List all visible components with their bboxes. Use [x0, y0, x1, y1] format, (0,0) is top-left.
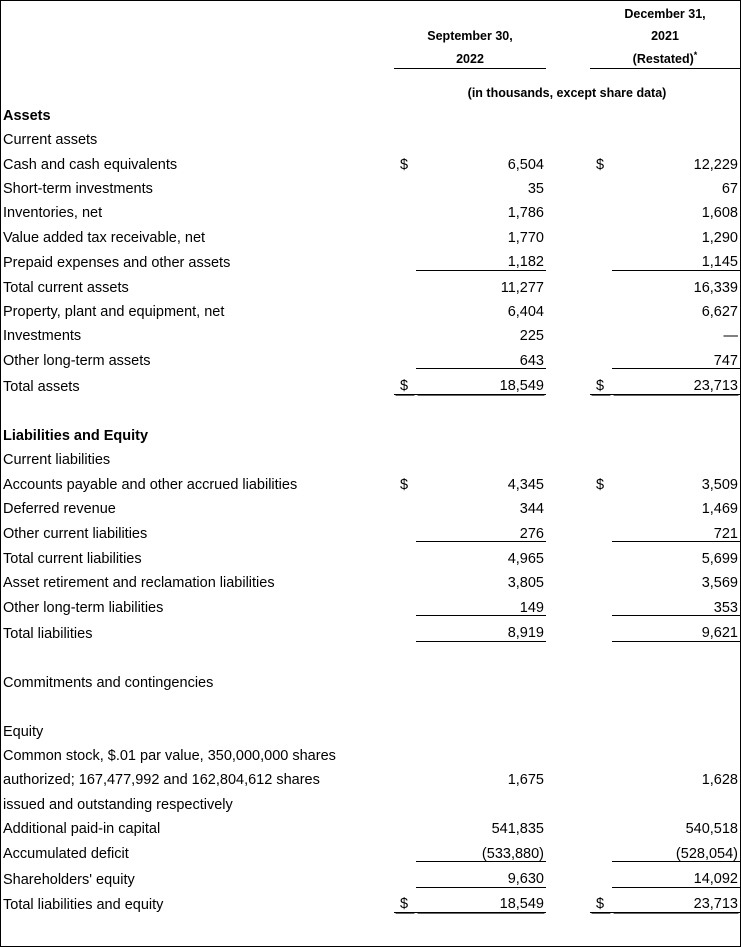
header-blank	[1, 1, 394, 23]
value-accounts-payable-2022: 4,345	[507, 476, 544, 493]
table-row	[1, 344, 740, 369]
cur-prepaid-2021	[590, 245, 612, 270]
currency-total-assets-2021: $	[590, 369, 612, 394]
cur-apic-2021	[590, 812, 612, 836]
gap-ppe	[546, 295, 590, 319]
eq-head-gap	[546, 715, 590, 739]
units-note: (in thousands, except share data)	[467, 85, 667, 100]
spacer-3c	[416, 690, 546, 714]
value-total-current-assets-2021: 16,339	[693, 279, 738, 296]
current-liabilities-subheading: Current liabilities	[3, 452, 111, 469]
row-label-common-stock-line2: authorized; 167,477,992 and 162,804,612 shares	[3, 772, 320, 789]
cur-investments-2021	[590, 320, 612, 344]
gap-tl	[546, 616, 590, 641]
spacer-3a	[1, 690, 394, 714]
table-row	[1, 812, 740, 836]
row-label-total-liabilities: Total liabilities	[3, 625, 93, 642]
currency-accounts-payable-2021: $	[596, 476, 605, 493]
cl-sub-cur1	[394, 443, 416, 467]
cur-dr-2021	[590, 492, 612, 516]
table-row	[1, 270, 740, 295]
cl-sub-gap	[546, 443, 590, 467]
value-total-current-liabilities-2021: 5,699	[701, 550, 738, 567]
table-row	[1, 369, 740, 394]
current-assets-subheading-row	[1, 123, 740, 147]
gap-oltl	[546, 591, 590, 616]
value-total-liabilities-and-equity-2022: 18,549	[416, 887, 546, 912]
cs-val1-c	[416, 788, 546, 812]
assets-heading-cur2	[590, 99, 612, 123]
table-row	[1, 542, 740, 567]
col-2021-header-line1	[590, 1, 740, 23]
cur-arl-2021	[590, 566, 612, 590]
le-head-gap	[546, 419, 590, 443]
table-row	[1, 591, 740, 616]
value-common-stock-2022: 1,675	[507, 772, 544, 789]
gap-tle	[546, 887, 590, 912]
liabilities-and-equity-heading: Liabilities and Equity	[3, 427, 149, 444]
row-label-total-current-assets: Total current assets	[3, 279, 129, 296]
value-ppe-2022: 6,404	[507, 304, 544, 321]
cs-gap-c	[546, 788, 590, 812]
cur-tl-2021	[590, 616, 612, 641]
cur-investments-2022	[394, 320, 416, 344]
spacer-2e	[590, 641, 612, 666]
table-row	[1, 197, 740, 221]
header-gap	[546, 1, 590, 23]
row-label-additional-paid-in-capital: Additional paid-in capital	[3, 821, 161, 838]
value-investments-2021: —	[723, 328, 738, 345]
ca-sub-cur2	[590, 123, 612, 147]
value-other-current-liabilities-2021: 721	[612, 517, 740, 542]
value-short-term-investments-2021: 67	[721, 181, 738, 198]
units-note-row	[1, 69, 740, 100]
eq-head-val2	[612, 715, 740, 739]
row-label-short-term-investments: Short-term investments	[3, 181, 153, 198]
value-ppe-2021: 6,627	[701, 304, 738, 321]
spacer-3e	[590, 690, 612, 714]
gap-vat	[546, 221, 590, 245]
col-2022-year-label: 2022	[456, 51, 484, 66]
cur-sti-2022	[394, 172, 416, 196]
row-label-common-stock-line1: Common stock, $.01 par value, 350,000,000 shares	[3, 748, 336, 765]
gap-cash	[546, 148, 590, 172]
cur-vat-2022	[394, 221, 416, 245]
value-total-current-assets-2022: 11,277	[500, 279, 544, 296]
units-blank	[1, 69, 394, 100]
table-row	[1, 616, 740, 641]
value-asset-retirement-2022: 3,805	[507, 575, 544, 592]
assets-heading-gap	[546, 99, 590, 123]
cur-tl-2022	[394, 616, 416, 641]
table-row	[1, 837, 740, 862]
currency-accounts-payable-2022: $	[400, 476, 409, 493]
cur-se-2022	[394, 862, 416, 887]
cur-ppe-2022	[394, 295, 416, 319]
value-inventories-2021: 1,608	[701, 205, 738, 222]
table-row	[1, 148, 740, 172]
value-vat-receivable-2021: 1,290	[701, 229, 738, 246]
table-row	[1, 764, 740, 788]
le-head-cur1	[394, 419, 416, 443]
col-2021-header-line2	[590, 23, 740, 45]
value-other-long-term-liabilities-2021: 353	[612, 591, 740, 616]
col-2022-header-line3	[394, 45, 546, 69]
current-assets-subheading: Current assets	[3, 132, 98, 149]
row-label-asset-retirement: Asset retirement and reclamation liabilities	[3, 575, 275, 592]
spacer-3f	[612, 690, 740, 714]
row-label-total-current-liabilities: Total current liabilities	[3, 550, 142, 567]
table-row	[1, 320, 740, 344]
equity-heading: Equity	[3, 723, 44, 740]
cur-arl-2022	[394, 566, 416, 590]
row-label-other-current-liabilities: Other current liabilities	[3, 526, 148, 543]
spacer-1b	[394, 394, 416, 419]
commitments-row	[1, 666, 740, 690]
cur-ad-2021	[590, 837, 612, 862]
cc-val1	[416, 666, 546, 690]
table-row	[1, 468, 740, 492]
col-2021-restated-label	[590, 49, 740, 69]
cl-sub-val1	[416, 443, 546, 467]
cur-dr-2022	[394, 492, 416, 516]
cl-sub-cur2	[590, 443, 612, 467]
value-short-term-investments-2022: 35	[527, 181, 544, 198]
eq-head-cur1	[394, 715, 416, 739]
row-label-inventories: Inventories, net	[3, 205, 103, 222]
col-2021-restated-text: (Restated)	[632, 51, 694, 66]
spacer-1a	[1, 394, 394, 419]
table-row	[1, 221, 740, 245]
restated-asterisk: *	[693, 49, 698, 60]
value-accumulated-deficit-2022: (533,880)	[416, 837, 546, 862]
value-other-long-term-assets-2022: 643	[416, 344, 546, 369]
row-label-accumulated-deficit: Accumulated deficit	[3, 846, 129, 863]
cur-tcl-2021	[590, 542, 612, 567]
cs-val1-a	[416, 739, 546, 763]
gap-ad	[546, 837, 590, 862]
cur-oltl-2022	[394, 591, 416, 616]
header-gap-3	[546, 45, 590, 69]
value-other-long-term-liabilities-2022: 149	[416, 591, 546, 616]
cs-cur2-b	[590, 764, 612, 788]
header-row-line2	[1, 23, 740, 45]
row-label-other-long-term-assets: Other long-term assets	[3, 353, 151, 370]
table-row	[1, 788, 740, 812]
ca-sub-gap	[546, 123, 590, 147]
cc-val2	[612, 666, 740, 690]
value-asset-retirement-2021: 3,569	[701, 575, 738, 592]
table-row	[1, 887, 740, 912]
col-2021-header-line3	[590, 45, 740, 69]
currency-total-liabilities-equity-2022: $	[394, 887, 416, 912]
cur-ocl-2022	[394, 517, 416, 542]
table-row	[1, 172, 740, 196]
cur-vat-2021	[590, 221, 612, 245]
value-additional-paid-in-capital-2021: 540,518	[685, 821, 738, 838]
spacer-2b	[394, 641, 416, 666]
liabilities-heading-row	[1, 419, 740, 443]
balance-sheet-table	[1, 1, 740, 913]
row-label-total-assets: Total assets	[3, 378, 80, 395]
le-head-val2	[612, 419, 740, 443]
spacer-before-commitments	[1, 641, 740, 666]
cc-cur1	[394, 666, 416, 690]
cur-oltl-2021	[590, 591, 612, 616]
row-label-total-liabilities-and-equity: Total liabilities and equity	[3, 896, 164, 913]
cur-se-2021	[590, 862, 612, 887]
value-cash-2021: 12,229	[693, 156, 738, 173]
value-cash-2022: 6,504	[507, 156, 544, 173]
value-total-liabilities-2021: 9,621	[612, 616, 740, 641]
gap-se	[546, 862, 590, 887]
col-2022-date-label: September 30,	[427, 28, 513, 43]
cur-apic-2022	[394, 812, 416, 836]
ca-sub-val2	[612, 123, 740, 147]
value-additional-paid-in-capital-2022: 541,835	[491, 821, 544, 838]
value-prepaid-expenses-2022: 1,182	[416, 245, 546, 270]
spacer-1d	[546, 394, 590, 419]
value-vat-receivable-2022: 1,770	[507, 229, 544, 246]
cs-cur1-c	[394, 788, 416, 812]
table-row	[1, 739, 740, 763]
value-other-current-liabilities-2022: 276	[416, 517, 546, 542]
value-prepaid-expenses-2021: 1,145	[612, 245, 740, 270]
cur-ppe-2021	[590, 295, 612, 319]
cur-sti-2021	[590, 172, 612, 196]
value-common-stock-2021: 1,628	[701, 772, 738, 789]
row-label-investments: Investments	[3, 328, 82, 345]
header-row-line1	[1, 1, 740, 23]
value-total-liabilities-and-equity-2021: 23,713	[612, 887, 740, 912]
gap-sti	[546, 172, 590, 196]
gap-tcl	[546, 542, 590, 567]
value-total-assets-2022: 18,549	[416, 369, 546, 394]
ca-sub-val1	[416, 123, 546, 147]
gap-total-assets	[546, 369, 590, 394]
spacer-2d	[546, 641, 590, 666]
value-other-long-term-assets-2021: 747	[612, 344, 740, 369]
cs-cur2-a	[590, 739, 612, 763]
table-row	[1, 566, 740, 590]
cur-prepaid-2022	[394, 245, 416, 270]
currency-cash-2021: $	[596, 156, 605, 173]
le-head-val1	[416, 419, 546, 443]
table-row	[1, 517, 740, 542]
value-inventories-2022: 1,786	[507, 205, 544, 222]
value-shareholders-equity-2021: 14,092	[612, 862, 740, 887]
spacer-3b	[394, 690, 416, 714]
assets-heading-val2	[612, 99, 740, 123]
row-label-ppe: Property, plant and equipment, net	[3, 304, 225, 321]
currency-cash-2022: $	[400, 156, 409, 173]
cur-olta-2022	[394, 344, 416, 369]
value-investments-2022: 225	[519, 328, 544, 345]
assets-heading-val1	[416, 99, 546, 123]
table-row	[1, 862, 740, 887]
gap-inv	[546, 197, 590, 221]
value-shareholders-equity-2022: 9,630	[416, 862, 546, 887]
cs-cur1-b	[394, 764, 416, 788]
gap-arl	[546, 566, 590, 590]
row-label-vat-receivable: Value added tax receivable, net	[3, 229, 206, 246]
cur-ocl-2021	[590, 517, 612, 542]
gap-ap	[546, 468, 590, 492]
row-label-cash: Cash and cash equivalents	[3, 156, 178, 173]
header-gap-2	[546, 23, 590, 45]
gap-prepaid	[546, 245, 590, 270]
spacer-1c	[416, 394, 546, 419]
le-head-cur2	[590, 419, 612, 443]
ca-sub-cur1	[394, 123, 416, 147]
row-label-commitments-and-contingencies: Commitments and contingencies	[3, 674, 214, 691]
row-label-other-long-term-liabilities: Other long-term liabilities	[3, 600, 164, 617]
gap-investments	[546, 320, 590, 344]
gap-olta	[546, 344, 590, 369]
cl-sub-val2	[612, 443, 740, 467]
spacer-2c	[416, 641, 546, 666]
value-accumulated-deficit-2021: (528,054)	[612, 837, 740, 862]
col-2021-date-label: December 31,	[624, 6, 706, 21]
table-row	[1, 245, 740, 270]
currency-total-assets-2022: $	[394, 369, 416, 394]
cur-tcl-2022	[394, 542, 416, 567]
assets-heading-row	[1, 99, 740, 123]
header-blank-2	[1, 23, 394, 45]
spacer-1e	[590, 394, 612, 419]
col-2022-header-line1	[394, 1, 546, 23]
cs-gap-a	[546, 739, 590, 763]
spacer-2f	[612, 641, 740, 666]
gap-ocl	[546, 517, 590, 542]
row-label-shareholders-equity: Shareholders' equity	[3, 871, 135, 888]
spacer-before-equity	[1, 690, 740, 714]
col-2021-year-label: 2021	[651, 28, 679, 43]
cs-val2-a	[612, 739, 740, 763]
row-label-prepaid-expenses: Prepaid expenses and other assets	[3, 254, 231, 271]
spacer-1f	[612, 394, 740, 419]
cs-val2-c	[612, 788, 740, 812]
value-total-assets-2021: 23,713	[612, 369, 740, 394]
col-2022-header-line2	[394, 23, 546, 45]
value-accounts-payable-2021: 3,509	[701, 476, 738, 493]
row-label-accounts-payable: Accounts payable and other accrued liabilities	[3, 476, 298, 493]
cc-cur2	[590, 666, 612, 690]
cc-gap	[546, 666, 590, 690]
row-label-common-stock-line3: issued and outstanding respectively	[3, 796, 233, 813]
row-label-deferred-revenue: Deferred revenue	[3, 501, 116, 518]
current-liabilities-subheading-row	[1, 443, 740, 467]
value-total-current-liabilities-2022: 4,965	[507, 550, 544, 567]
cur-olta-2021	[590, 344, 612, 369]
cs-cur2-c	[590, 788, 612, 812]
value-deferred-revenue-2021: 1,469	[701, 501, 738, 518]
assets-heading: Assets	[3, 107, 51, 124]
table-row	[1, 492, 740, 516]
cur-inv-2021	[590, 197, 612, 221]
section-spacer-assets-liabilities	[1, 394, 740, 419]
spacer-3d	[546, 690, 590, 714]
equity-heading-row	[1, 715, 740, 739]
cs-gap-b	[546, 764, 590, 788]
table-row	[1, 295, 740, 319]
cur-tca-2022	[394, 270, 416, 295]
header-blank-3	[1, 45, 394, 69]
cur-tca-2021	[590, 270, 612, 295]
gap-dr	[546, 492, 590, 516]
spacer-2a	[1, 641, 394, 666]
header-row-line3	[1, 45, 740, 69]
cur-inv-2022	[394, 197, 416, 221]
gap-tca	[546, 270, 590, 295]
assets-heading-cur1	[394, 99, 416, 123]
cs-cur1-a	[394, 739, 416, 763]
value-total-liabilities-2022: 8,919	[416, 616, 546, 641]
currency-total-liabilities-equity-2021: $	[590, 887, 612, 912]
eq-head-cur2	[590, 715, 612, 739]
value-deferred-revenue-2022: 344	[519, 501, 544, 518]
gap-apic	[546, 812, 590, 836]
cur-ad-2022	[394, 837, 416, 862]
eq-head-val1	[416, 715, 546, 739]
